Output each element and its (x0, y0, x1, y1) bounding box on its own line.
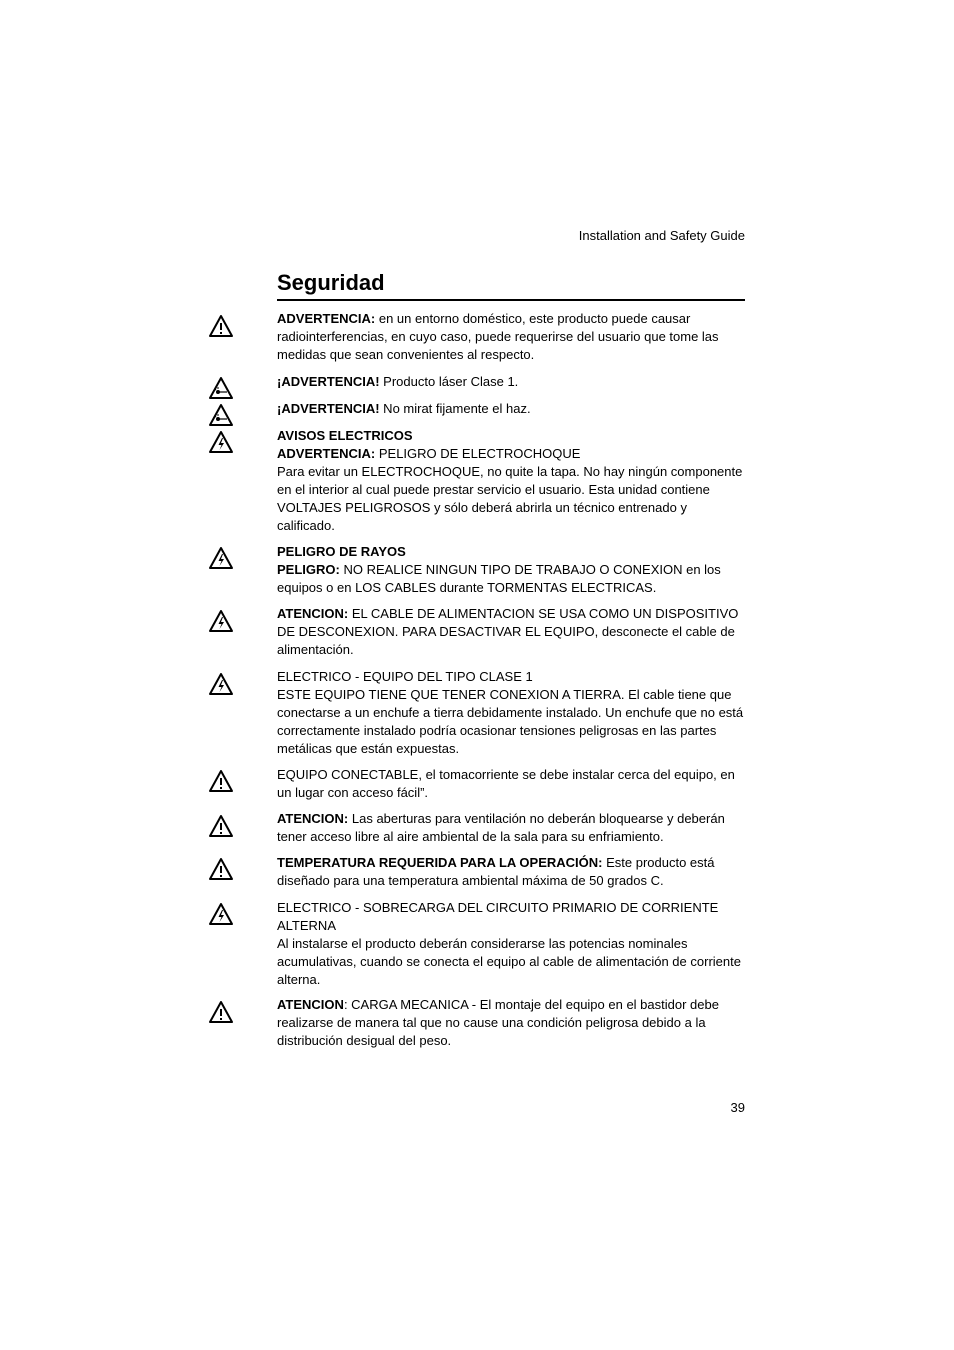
warning-triangle-icon (208, 857, 234, 881)
page-title: Seguridad (277, 270, 385, 295)
section-class1-equipment (277, 668, 745, 758)
electric-shock-icon (208, 672, 234, 696)
section-ac-overload (277, 899, 745, 989)
section-operating-temperature (277, 854, 745, 890)
warning-label: ADVERTENCIA: (277, 446, 376, 461)
section-domestic-interference (277, 310, 745, 364)
warning-label: ¡ADVERTENCIA! (277, 374, 380, 389)
section-mechanical-load (277, 996, 745, 1050)
laser-warning-icon (208, 376, 234, 400)
section-text: Producto láser Clase 1. (379, 374, 519, 389)
warning-label: ATENCION: (277, 606, 349, 621)
section-text: NO REALICE NINGUN TIPO DE TRABAJO O CONEXION en los equipos o en LOS CABLES durante TORMENTAS ELECTRICAS. (277, 562, 721, 595)
warning-triangle-icon (208, 1000, 234, 1024)
section-laser-class (277, 373, 745, 391)
section-text: Las aberturas para ventilación no deberán bloquearse y deberán tener acceso libre al aire ambiental de la sala para su enfriamiento. (277, 811, 725, 844)
warning-label: TEMPERATURA REQUERIDA PARA LA OPERACIÓN: (277, 855, 603, 870)
electric-shock-icon (208, 430, 234, 454)
warning-triangle-icon (208, 314, 234, 338)
section-power-cable (277, 605, 745, 659)
electric-shock-icon (208, 609, 234, 633)
section-text: Este producto está diseñado para una temperatura ambiental máxima de 50 grados C. (277, 855, 715, 888)
warning-triangle-icon (208, 769, 234, 793)
section-lightning-danger (277, 543, 745, 597)
warning-label: ADVERTENCIA: (277, 311, 376, 326)
section-line (277, 561, 745, 597)
laser-warning-icon (208, 403, 234, 427)
section-heading: AVISOS ELECTRICOS (277, 428, 413, 443)
warning-triangle-icon (208, 814, 234, 838)
section-text: Al instalarse el producto deberán considerarse las potencias nominales acumulativas, cuando se conecta el equipo al cable de alimentación de corriente alterna. (277, 936, 741, 987)
section-pluggable-equipment (277, 766, 745, 802)
section-text: ESTE EQUIPO TIENE QUE TENER CONEXION A TIERRA. El cable tiene que conectarse a un enchufe a tierra debidamente instalado. Un enchufe que no está correctamente instalado podría ocasionar tensiones peligrosas en las partes metálicas que están expuestas. (277, 687, 744, 756)
electric-shock-icon (208, 546, 234, 570)
section-text: en un entorno doméstico, este producto puede causar radiointerferencias, en cuyo caso, puede requerirse del usuario que tome las medidas que sean convenientes al respecto. (277, 311, 719, 362)
section-electric-warnings (277, 427, 745, 535)
section-line: ELECTRICO - SOBRECARGA DEL CIRCUITO PRIMARIO DE CORRIENTE ALTERNA (277, 900, 719, 933)
warning-label: ATENCION: (277, 811, 349, 826)
section-text: EL CABLE DE ALIMENTACION SE USA COMO UN DISPOSITIVO DE DESCONEXION. PARA DESACTIVAR EL EQUIPO, desconecte el cable de alimentación. (277, 606, 739, 657)
warning-label: PELIGRO: (277, 562, 340, 577)
guide-title: Installation and Safety Guide (578, 228, 745, 243)
section-text: : CARGA MECANICA - El montaje del equipo en el bastidor debe realizarse de manera tal que no cause una condición peligrosa debido a la distribución desigual del peso. (277, 997, 719, 1048)
section-line (277, 445, 745, 463)
section-heading: PELIGRO DE RAYOS (277, 544, 406, 559)
section-line: ELECTRICO - EQUIPO DEL TIPO CLASE 1 (277, 669, 533, 684)
electric-shock-icon (208, 902, 234, 926)
page-number: 39 (730, 1100, 745, 1115)
section-text: No mirat fijamente el haz. (379, 401, 531, 416)
section-text: PELIGRO DE ELECTROCHOQUE (375, 446, 581, 461)
section-ventilation (277, 810, 745, 846)
section-text: EQUIPO CONECTABLE, el tomacorriente se debe instalar cerca del equipo, en un lugar con acceso fácil”. (277, 767, 735, 800)
section-laser-beam (277, 400, 745, 418)
warning-label: ¡ADVERTENCIA! (277, 401, 380, 416)
title-rule (277, 299, 745, 301)
warning-label: ATENCION (277, 997, 344, 1012)
section-text: Para evitar un ELECTROCHOQUE, no quite la tapa. No hay ningún componente en el interior al cual puede prestar servicio el usuario. Esta unidad contiene VOLTAJES PELIGROSOS y sólo deberá abrirla un técnico entrenado y calificado. (277, 464, 743, 533)
